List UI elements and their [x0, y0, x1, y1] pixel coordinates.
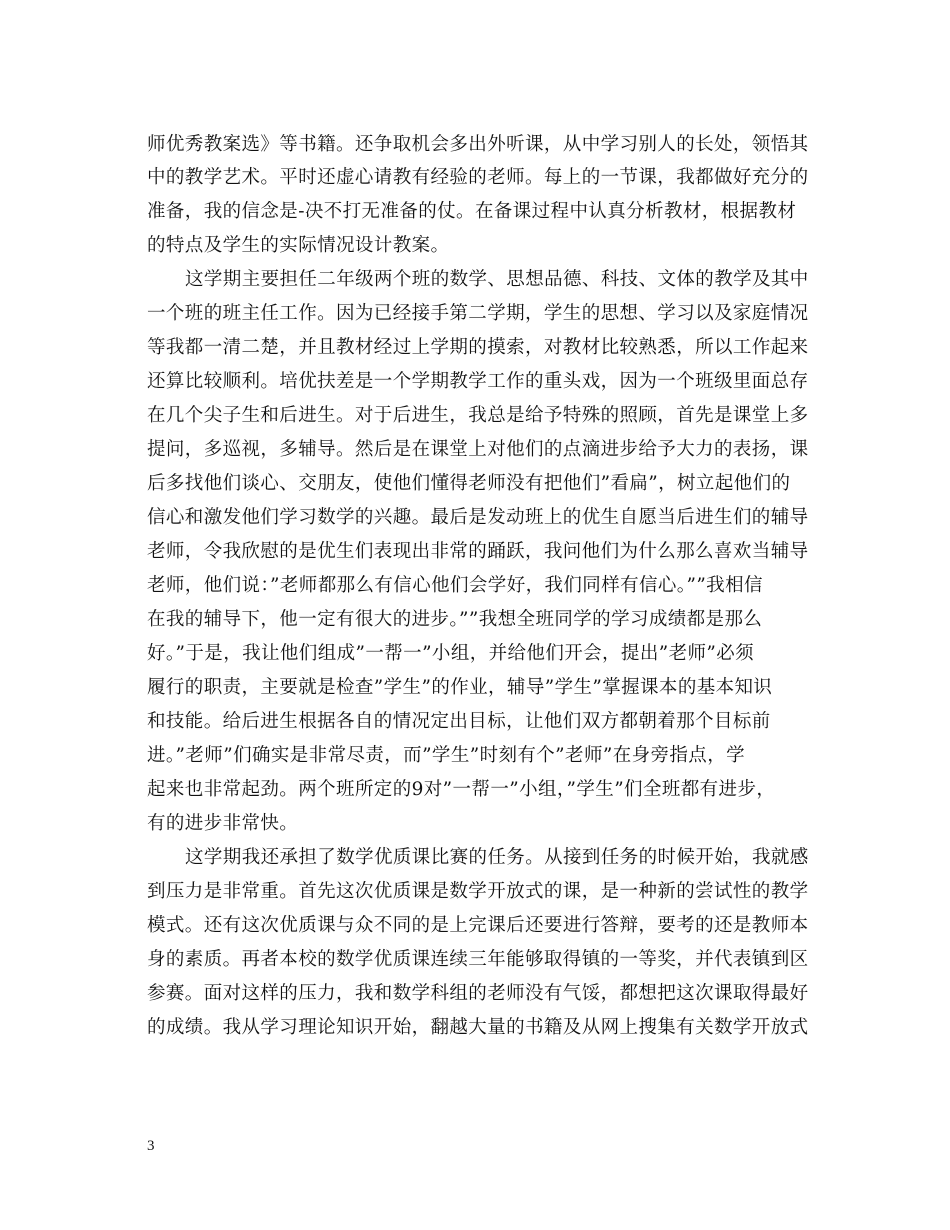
text-line: 进。”老师”们确实是非常尽责，而”学生”时刻有个”老师”在身旁指点，学	[147, 745, 745, 766]
text-line: 起来也非常起劲。两个班所定的9对”一帮一”小组，”学生”们全班都有进步，	[147, 779, 776, 800]
text-line: 师优秀教案选》等书籍。还争取机会多出外听课，从中学习别人的长处，领悟其	[147, 134, 809, 155]
text-line: 提问，多巡视，多辅导。然后是在课堂上对他们的点滴进步给予大力的表扬，课	[147, 439, 809, 460]
text-line: 模式。还有这次优质课与众不同的是上完课后还要进行答辩，要考的还是教师本	[147, 915, 809, 936]
text-line: 的特点及学生的实际情况设计教案。	[147, 235, 450, 256]
text-line: 在几个尖子生和后进生。对于后进生，我总是给予特殊的照顾，首先是课堂上多	[147, 405, 809, 426]
text-line: 在我的辅导下，他一定有很大的进步。””我想全班同学的学习成绩都是那么	[147, 609, 763, 630]
text-line: 一个班的班主任工作。因为已经接手第二学期，学生的思想、学习以及家庭情况	[147, 303, 809, 324]
paragraph-first-line: 这学期我还承担了数学优质课比赛的任务。从接到任务的时候开始，我就感	[185, 847, 809, 868]
text-line: 老师，令我欣慰的是优生们表现出非常的踊跃，我问他们为什么那么喜欢当辅导	[147, 541, 809, 562]
text-line: 参赛。面对这样的压力，我和数学科组的老师没有气馁，都想把这次课取得最好	[147, 983, 809, 1004]
text-line: 还算比较顺利。培优扶差是一个学期教学工作的重头戏，因为一个班级里面总存	[147, 371, 809, 392]
text-line: 信心和激发他们学习数学的兴趣。最后是发动班上的优生自愿当后进生们的辅导	[147, 507, 809, 528]
text-line: 后多找他们谈心、交朋友，使他们懂得老师没有把他们”看扁”，树立起他们的	[147, 473, 791, 494]
text-line: 老师，他们说：”老师都那么有信心他们会学好，我们同样有信心。””我相信	[147, 575, 763, 596]
text-line: 等我都一清二楚，并且教材经过上学期的摸索，对教材比较熟悉，所以工作起来	[147, 337, 809, 358]
text-line: 身的素质。再者本校的数学优质课连续三年能够取得镇的一等奖，并代表镇到区	[147, 949, 809, 970]
text-line: 的成绩。我从学习理论知识开始，翻越大量的书籍及从网上搜集有关数学开放式	[147, 1017, 809, 1038]
text-line: 中的教学艺术。平时还虚心请教有经验的老师。每上的一节课，我都做好充分的	[147, 167, 809, 188]
text-line: 好。”于是，我让他们组成”一帮一”小组，并给他们开会，提出”老师”必须	[147, 643, 755, 664]
paragraph-first-line: 这学期主要担任二年级两个班的数学、思想品德、科技、文体的教学及其中	[185, 269, 809, 290]
text-line: 准备，我的信念是-决不打无准备的仗。在备课过程中认真分析教材，根据教材	[147, 201, 797, 222]
text-line: 和技能。给后进生根据各自的情况定出目标，让他们双方都朝着那个目标前	[147, 711, 771, 732]
text-line: 有的进步非常快。	[147, 813, 299, 834]
page-number: 3	[147, 1138, 155, 1154]
text-line: 履行的职责，主要就是检查”学生”的作业，辅导”学生”掌握课本的基本知识	[147, 677, 773, 698]
text-line: 到压力是非常重。首先这次优质课是数学开放式的课，是一种新的尝试性的教学	[147, 881, 809, 902]
